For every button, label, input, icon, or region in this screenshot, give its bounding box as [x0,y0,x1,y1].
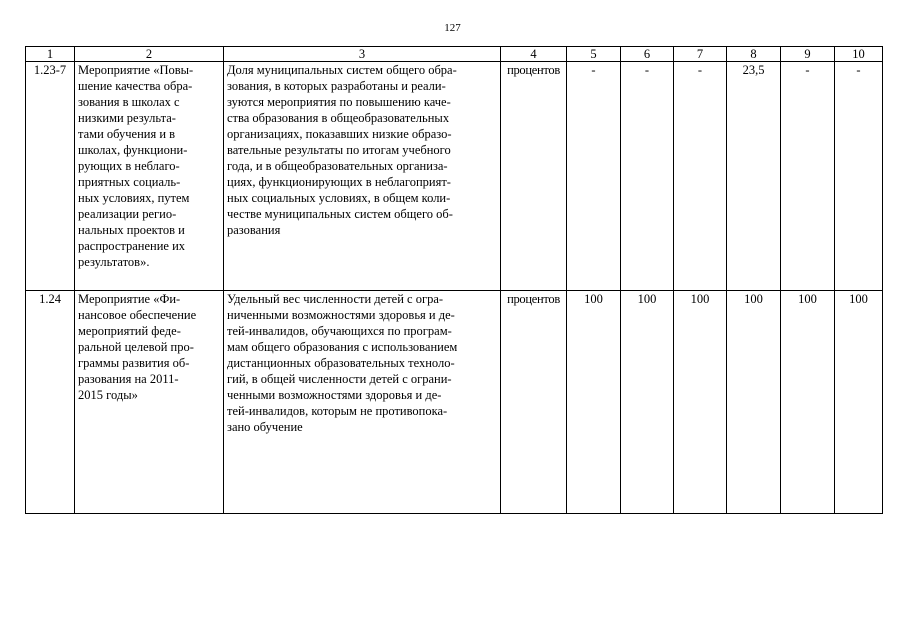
table-row [26,291,883,514]
column-number: 4 [501,47,567,62]
value-cell: - [567,62,621,291]
unit-cell: процентов [501,62,567,291]
value-cell: 100 [674,291,727,514]
event-name: Мероприятие «Фи- нансовое обеспечение мероприятий феде- ральной целевой про- граммы развития об- разования на 2011- 2015 годы» [75,291,224,514]
column-number: 2 [75,47,224,62]
column-number: 10 [835,47,883,62]
column-number: 5 [567,47,621,62]
header-row [26,47,883,62]
column-number: 6 [621,47,674,62]
page-number: 127 [444,22,461,34]
indicator-description: Доля муниципальных систем общего обра- зования, в которых разработаны и реали- зуются мероприятия по повышению каче- ства образования в общеобразовательных организациях, показавших низкие образо- вательные результаты по итогам учебного года, и в общеобразовательных организа- циях, функционирующих в неблагоприят- ных социальных условиях, в общем коли- честве муниципальных систем общего об- разования [224,62,501,291]
value-cell: - [621,62,674,291]
table-row [26,62,883,291]
column-number: 1 [26,47,75,62]
value-cell: 23,5 [727,62,781,291]
column-number: 8 [727,47,781,62]
row-code: 1.23-7 [26,62,75,291]
value-cell: 100 [621,291,674,514]
value-cell: 100 [727,291,781,514]
event-name: Мероприятие «Повы- шение качества обра- зования в школах с низкими результа- тами обучения и в школах, функциони- рующих в неблаго- приятных социаль- ных условиях, путем реализации регио- нальных проектов и распространение их результатов». [75,62,224,291]
value-cell: 100 [781,291,835,514]
column-number: 7 [674,47,727,62]
value-cell: - [781,62,835,291]
column-number: 9 [781,47,835,62]
unit-cell: процентов [501,291,567,514]
column-number: 3 [224,47,501,62]
row-code: 1.24 [26,291,75,514]
value-cell: - [835,62,883,291]
value-cell: 100 [835,291,883,514]
value-cell: - [674,62,727,291]
indicator-description: Удельный вес численности детей с огра- ниченными возможностями здоровья и де- тей-инвалидов, обучающихся по програм- мам общего образования с использованием дистанционных образовательных техноло- гий, в общей численности детей с ограни- ченными возможностями здоровья и де- тей-инвалидов, которым не противопока- зано обучение [224,291,501,514]
value-cell: 100 [567,291,621,514]
indicators-table [25,46,883,514]
